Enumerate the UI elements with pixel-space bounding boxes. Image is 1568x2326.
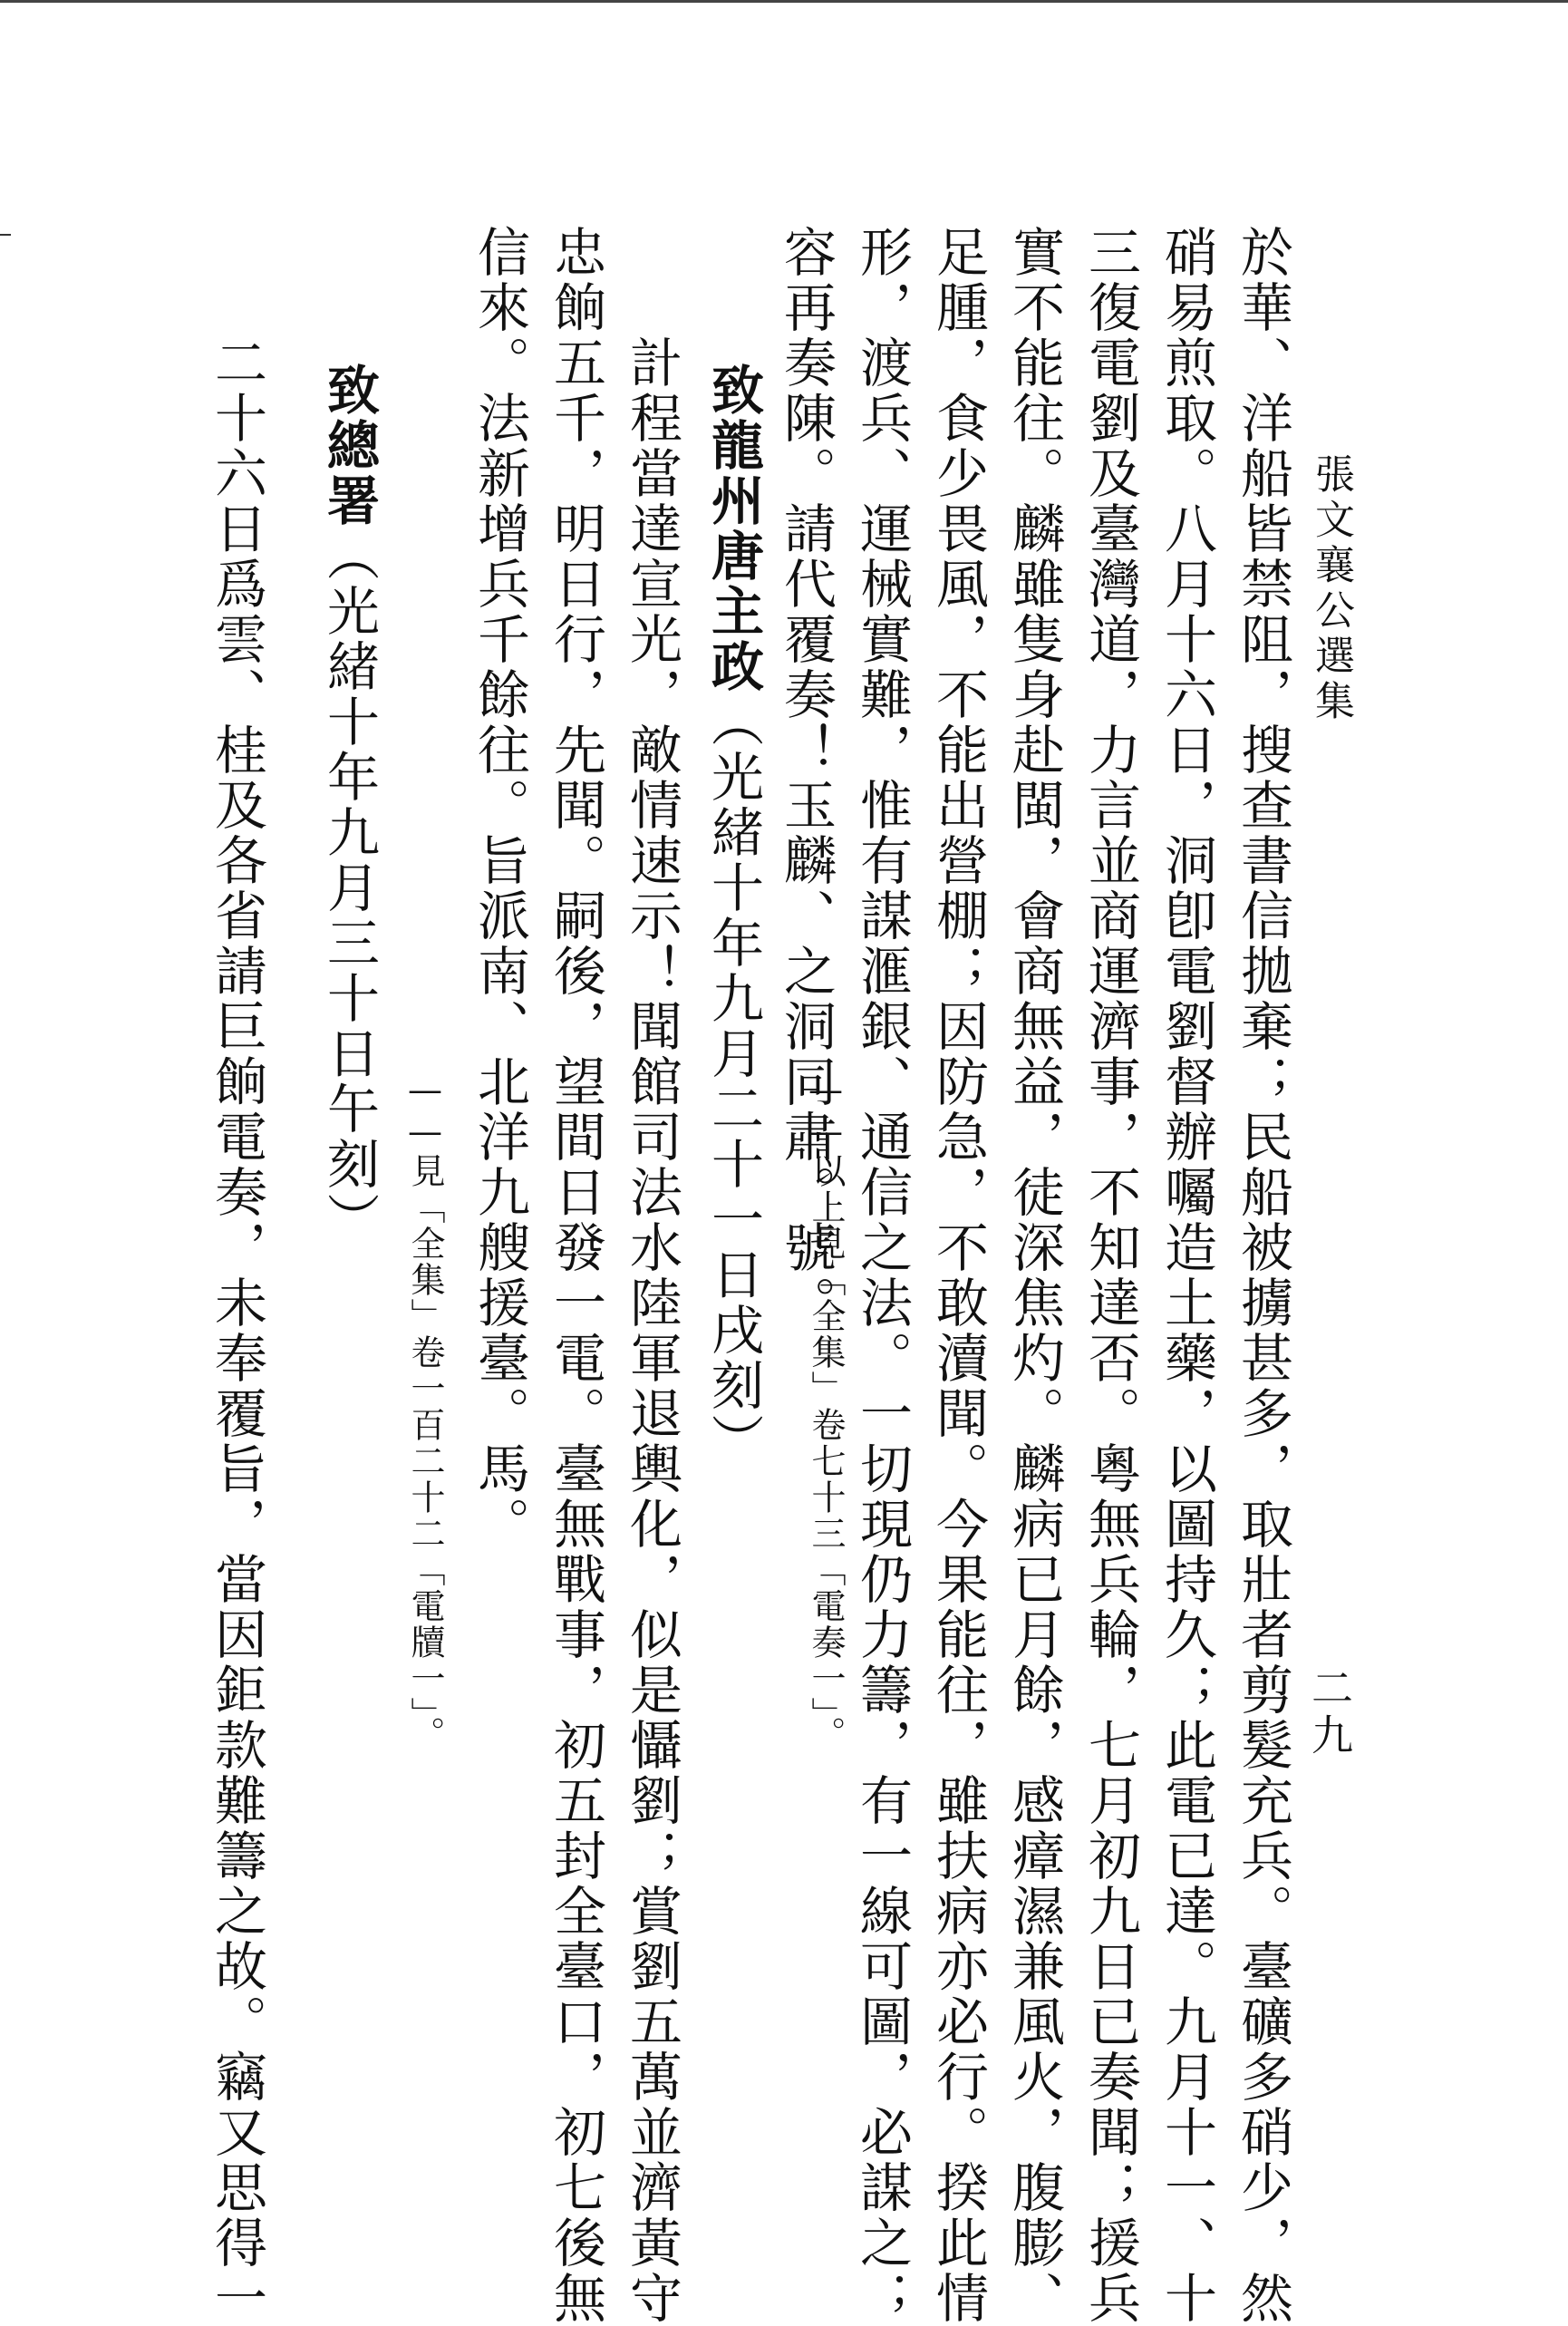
- margin-tick-mark: [0, 234, 11, 236]
- section-1-heading: [702, 363, 764, 1468]
- section-1-date: （光緒十年九月二十一日戌刻）: [702, 694, 764, 1468]
- text-column-4: 實不能往。麟雖隻身赴閩，會商無益，徒深焦灼。麟病已月餘，感瘴濕兼風火，腹膨、: [1003, 225, 1065, 2326]
- page-number: 二九: [1305, 1666, 1354, 1760]
- section-1-line-3: 信來。法新增兵千餘往。旨派南、北洋九艘援臺。馬。: [469, 225, 530, 1552]
- text-column-7: 容再奏陳。請代覆奏！玉麟、之洞同肅。號。: [775, 225, 837, 1331]
- section-2-title: 致總署: [318, 363, 380, 528]
- text-column-1: 於華、洋船皆禁阻，搜查書信拋棄；民船被擄甚多，取壯者剪髮充兵。臺礦多硝少，然: [1232, 225, 1293, 2326]
- section-2-heading: [318, 363, 380, 1247]
- section-1-title: 致龍州唐主政: [702, 363, 764, 694]
- source-note-2: ——見「全集」卷一百二十二「電牘一」。: [405, 1070, 445, 1752]
- source-note-1: ——以上見「全集」卷七十三「電奏一」。: [806, 1070, 846, 1752]
- section-1-line-1: 計程當達宣光，敵情速示！聞館司法水陸軍退輿化，似是懾劉；賞劉五萬並濟黃守: [621, 335, 682, 2326]
- section-1-line-2: 忠餉五千，明日行，先聞。嗣後，望間日發一電。臺無戰事，初五封全臺口，初七後無: [545, 225, 606, 2326]
- section-2-date: （光緒十年九月三十日午刻）: [318, 528, 380, 1247]
- page-top-border: [0, 0, 1568, 3]
- section-2-line-1: 二十六日爲雲、桂及各省請巨餉電奏，未奉覆旨，當因鉅款難籌之故。竊又思得一: [206, 335, 267, 2326]
- text-column-2: 硝易煎取。八月十六日，洞卽電劉督辦囑造土藥，以圖持久；此電已達。九月十一、十: [1156, 225, 1217, 2326]
- text-column-3: 三復電劉及臺灣道，力言並商運濟事，不知達否。粵無兵輪，七月初九日已奏聞；援兵: [1079, 225, 1141, 2326]
- text-column-5: 足腫，食少畏風，不能出營棚；因防急，不敢瀆聞。今果能往，雖扶病亦必行。揆此情: [927, 225, 989, 2326]
- text-column-6: 形，渡兵、運械實難，惟有謀滙銀、通信之法。一切現仍力籌，有一線可圖，必謀之；: [851, 225, 913, 2326]
- running-head: 張文襄公選集: [1308, 453, 1354, 725]
